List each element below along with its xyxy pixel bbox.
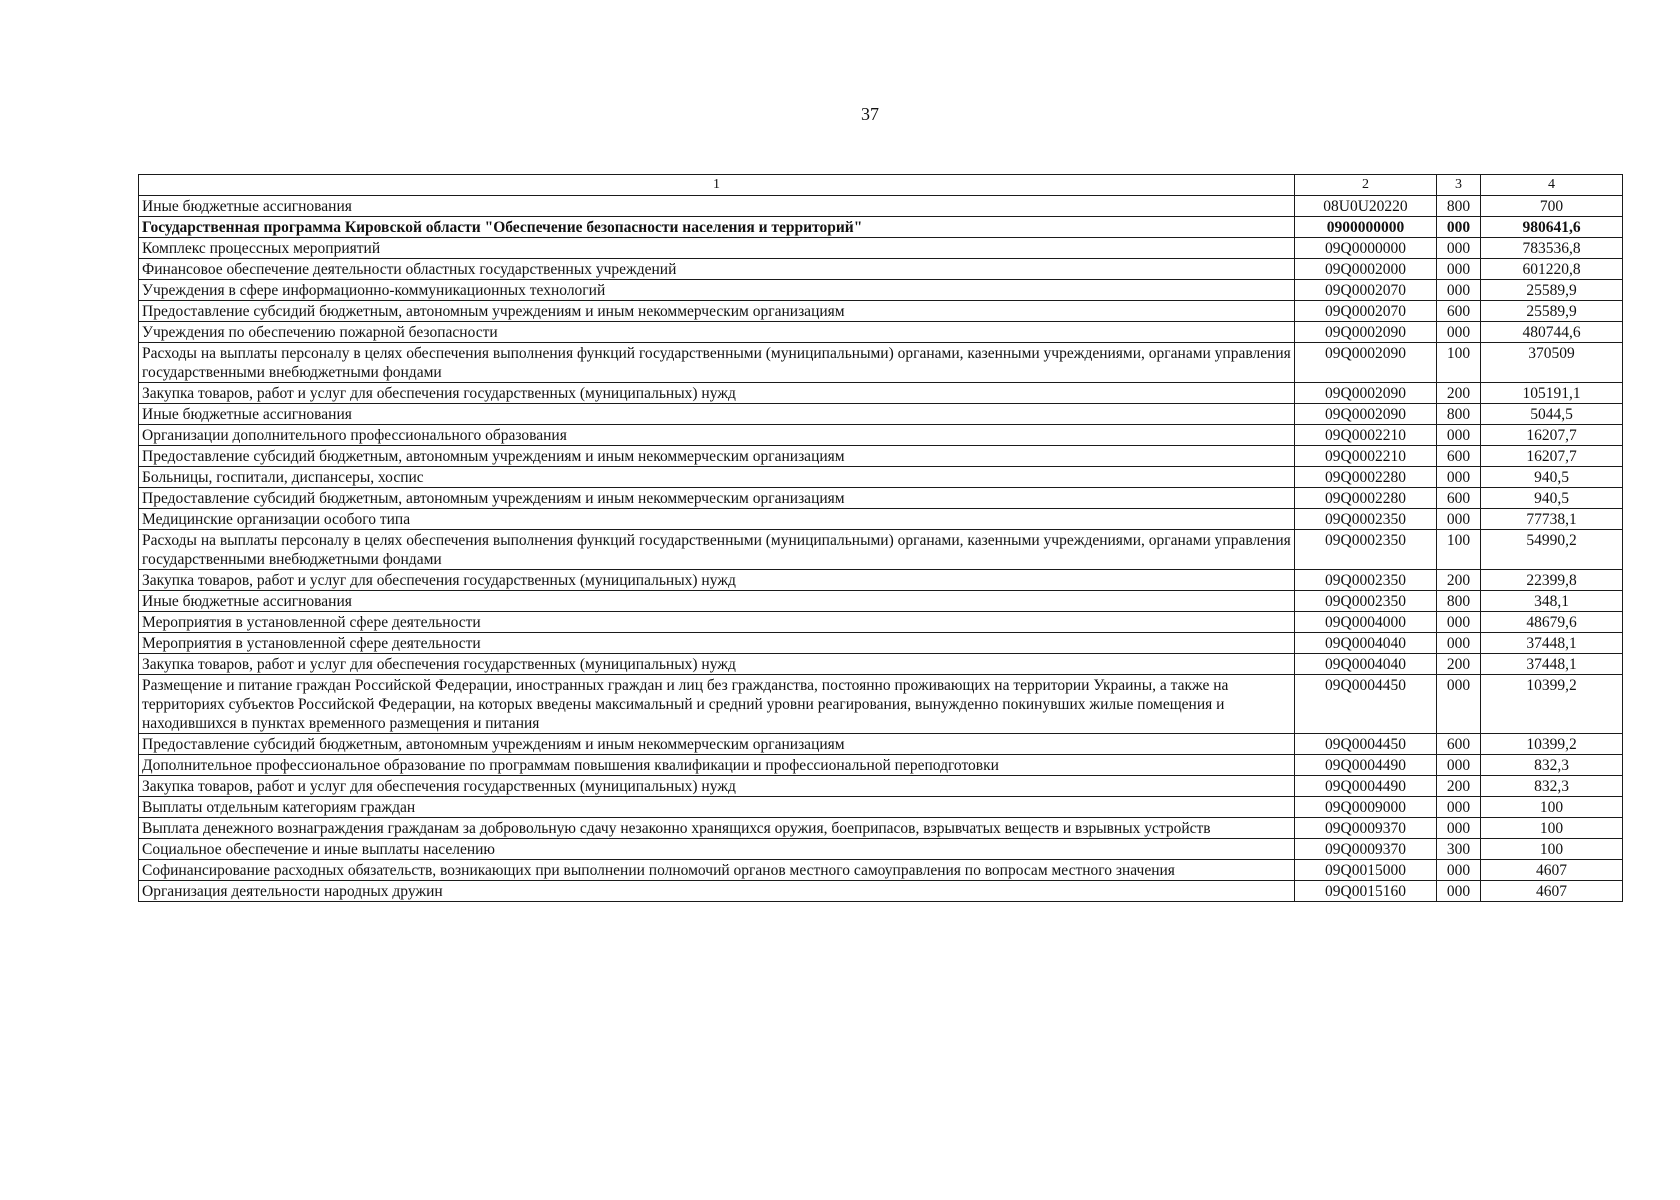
cell-name: Предоставление субсидий бюджетным, автономным учреждениям и иным некоммерческим организациям <box>139 488 1295 509</box>
cell-name: Размещение и питание граждан Российской Федерации, иностранных граждан и лиц без гражданства, постоянно проживающих на территории Украины, а также на территориях субъектов Российской Федерации, на которых введены максимальный и средний уровни реагирования, вынужденно покинувших жилые помещения и находившихся в пунктах временного размещения и питания <box>139 675 1295 734</box>
cell-sum: 25589,9 <box>1481 301 1623 322</box>
cell-sum: 832,3 <box>1481 755 1623 776</box>
table-row <box>139 280 1623 301</box>
cell-kind: 000 <box>1437 675 1481 734</box>
cell-sum: 940,5 <box>1481 488 1623 509</box>
table-row <box>139 776 1623 797</box>
cell-kind: 000 <box>1437 818 1481 839</box>
cell-name: Социальное обеспечение и иные выплаты населению <box>139 839 1295 860</box>
table-row <box>139 755 1623 776</box>
cell-code: 09Q0015000 <box>1295 860 1437 881</box>
cell-code: 09Q0002350 <box>1295 530 1437 570</box>
cell-code: 09Q0004000 <box>1295 612 1437 633</box>
cell-kind: 200 <box>1437 776 1481 797</box>
table-row <box>139 343 1623 383</box>
header-cell-sum: 4 <box>1481 175 1623 196</box>
table-row <box>139 612 1623 633</box>
table-row <box>139 591 1623 612</box>
cell-sum: 370509 <box>1481 343 1623 383</box>
table-row <box>139 675 1623 734</box>
cell-name: Предоставление субсидий бюджетным, автономным учреждениям и иным некоммерческим организациям <box>139 734 1295 755</box>
table-row <box>139 217 1623 238</box>
cell-name: Организация деятельности народных дружин <box>139 881 1295 902</box>
cell-name: Организации дополнительного профессионального образования <box>139 425 1295 446</box>
cell-code: 09Q0002350 <box>1295 591 1437 612</box>
cell-kind: 600 <box>1437 301 1481 322</box>
table-row <box>139 425 1623 446</box>
cell-sum: 77738,1 <box>1481 509 1623 530</box>
cell-code: 09Q0002280 <box>1295 488 1437 509</box>
cell-name: Закупка товаров, работ и услуг для обеспечения государственных (муниципальных) нужд <box>139 570 1295 591</box>
cell-kind: 300 <box>1437 839 1481 860</box>
cell-code: 09Q0004490 <box>1295 776 1437 797</box>
cell-code: 09Q0002280 <box>1295 467 1437 488</box>
cell-sum: 5044,5 <box>1481 404 1623 425</box>
table-row <box>139 196 1623 217</box>
cell-name: Финансовое обеспечение деятельности областных государственных учреждений <box>139 259 1295 280</box>
table-row <box>139 797 1623 818</box>
cell-name: Расходы на выплаты персоналу в целях обеспечения выполнения функций государственными (муниципальными) органами, казенными учреждениями, органами управления государственными внебюджетными фондами <box>139 530 1295 570</box>
cell-name: Больницы, госпитали, диспансеры, хоспис <box>139 467 1295 488</box>
cell-kind: 000 <box>1437 467 1481 488</box>
table-row <box>139 818 1623 839</box>
table-row <box>139 404 1623 425</box>
table-row <box>139 446 1623 467</box>
cell-sum: 10399,2 <box>1481 675 1623 734</box>
cell-name: Комплекс процессных мероприятий <box>139 238 1295 259</box>
cell-kind: 000 <box>1437 509 1481 530</box>
cell-name: Учреждения по обеспечению пожарной безопасности <box>139 322 1295 343</box>
cell-code: 09Q0015160 <box>1295 881 1437 902</box>
cell-kind: 000 <box>1437 217 1481 238</box>
cell-sum: 16207,7 <box>1481 425 1623 446</box>
cell-kind: 600 <box>1437 446 1481 467</box>
table-header-row <box>139 175 1623 196</box>
cell-kind: 000 <box>1437 797 1481 818</box>
cell-code: 0900000000 <box>1295 217 1437 238</box>
cell-sum: 940,5 <box>1481 467 1623 488</box>
header-cell-code: 2 <box>1295 175 1437 196</box>
cell-sum: 4607 <box>1481 881 1623 902</box>
cell-name: Государственная программа Кировской области "Обеспечение безопасности населения и территорий" <box>139 217 1295 238</box>
cell-sum: 105191,1 <box>1481 383 1623 404</box>
cell-kind: 800 <box>1437 591 1481 612</box>
cell-code: 09Q0004490 <box>1295 755 1437 776</box>
cell-sum: 100 <box>1481 839 1623 860</box>
cell-name: Предоставление субсидий бюджетным, автономным учреждениям и иным некоммерческим организациям <box>139 446 1295 467</box>
cell-kind: 600 <box>1437 734 1481 755</box>
cell-code: 09Q0002090 <box>1295 322 1437 343</box>
cell-code: 09Q0002090 <box>1295 343 1437 383</box>
cell-kind: 200 <box>1437 654 1481 675</box>
table-row <box>139 238 1623 259</box>
table-row <box>139 509 1623 530</box>
cell-code: 09Q0002070 <box>1295 301 1437 322</box>
cell-name: Медицинские организации особого типа <box>139 509 1295 530</box>
cell-name: Мероприятия в установленной сфере деятельности <box>139 612 1295 633</box>
cell-kind: 000 <box>1437 259 1481 280</box>
cell-sum: 4607 <box>1481 860 1623 881</box>
table-row <box>139 839 1623 860</box>
cell-name: Иные бюджетные ассигнования <box>139 404 1295 425</box>
cell-code: 09Q0004040 <box>1295 654 1437 675</box>
cell-sum: 37448,1 <box>1481 633 1623 654</box>
cell-code: 09Q0002000 <box>1295 259 1437 280</box>
page-number: 37 <box>861 104 879 124</box>
cell-sum: 783536,8 <box>1481 238 1623 259</box>
table-row <box>139 467 1623 488</box>
header-cell-name: 1 <box>139 175 1295 196</box>
table-row <box>139 259 1623 280</box>
cell-kind: 000 <box>1437 881 1481 902</box>
budget-table <box>138 174 1623 902</box>
cell-name: Расходы на выплаты персоналу в целях обеспечения выполнения функций государственными (муниципальными) органами, казенными учреждениями, органами управления государственными внебюджетными фондами <box>139 343 1295 383</box>
cell-sum: 348,1 <box>1481 591 1623 612</box>
cell-code: 09Q0009370 <box>1295 839 1437 860</box>
cell-kind: 000 <box>1437 425 1481 446</box>
cell-name: Закупка товаров, работ и услуг для обеспечения государственных (муниципальных) нужд <box>139 383 1295 404</box>
cell-name: Выплаты отдельным категориям граждан <box>139 797 1295 818</box>
table-row <box>139 860 1623 881</box>
cell-kind: 100 <box>1437 343 1481 383</box>
cell-name: Закупка товаров, работ и услуг для обеспечения государственных (муниципальных) нужд <box>139 776 1295 797</box>
table-row <box>139 654 1623 675</box>
cell-kind: 000 <box>1437 755 1481 776</box>
cell-code: 09Q0004450 <box>1295 675 1437 734</box>
cell-code: 09Q0002090 <box>1295 404 1437 425</box>
cell-sum: 700 <box>1481 196 1623 217</box>
cell-code: 09Q0002210 <box>1295 446 1437 467</box>
cell-code: 08U0U20220 <box>1295 196 1437 217</box>
table-row <box>139 322 1623 343</box>
cell-code: 09Q0009000 <box>1295 797 1437 818</box>
cell-sum: 601220,8 <box>1481 259 1623 280</box>
cell-code: 09Q0009370 <box>1295 818 1437 839</box>
cell-kind: 800 <box>1437 196 1481 217</box>
cell-sum: 980641,6 <box>1481 217 1623 238</box>
table-body <box>139 196 1623 902</box>
cell-sum: 480744,6 <box>1481 322 1623 343</box>
cell-kind: 800 <box>1437 404 1481 425</box>
table-row <box>139 570 1623 591</box>
cell-name: Учреждения в сфере информационно-коммуникационных технологий <box>139 280 1295 301</box>
cell-name: Иные бюджетные ассигнования <box>139 591 1295 612</box>
cell-code: 09Q0002070 <box>1295 280 1437 301</box>
cell-name: Мероприятия в установленной сфере деятельности <box>139 633 1295 654</box>
table-row <box>139 488 1623 509</box>
cell-code: 09Q0002090 <box>1295 383 1437 404</box>
header-cell-kind: 3 <box>1437 175 1481 196</box>
cell-sum: 100 <box>1481 797 1623 818</box>
cell-sum: 10399,2 <box>1481 734 1623 755</box>
cell-code: 09Q0004040 <box>1295 633 1437 654</box>
table-row <box>139 383 1623 404</box>
cell-sum: 48679,6 <box>1481 612 1623 633</box>
cell-sum: 37448,1 <box>1481 654 1623 675</box>
table-row <box>139 530 1623 570</box>
cell-kind: 000 <box>1437 322 1481 343</box>
table-row <box>139 633 1623 654</box>
cell-name: Дополнительное профессиональное образование по программам повышения квалификации и профессиональной переподготовки <box>139 755 1295 776</box>
cell-name: Выплата денежного вознаграждения гражданам за добровольную сдачу незаконно хранящихся оружия, боеприпасов, взрывчатых веществ и взрывных устройств <box>139 818 1295 839</box>
table-row <box>139 301 1623 322</box>
cell-code: 09Q0002350 <box>1295 570 1437 591</box>
cell-sum: 16207,7 <box>1481 446 1623 467</box>
cell-code: 09Q0002350 <box>1295 509 1437 530</box>
cell-kind: 200 <box>1437 383 1481 404</box>
cell-kind: 600 <box>1437 488 1481 509</box>
cell-kind: 100 <box>1437 530 1481 570</box>
cell-name: Предоставление субсидий бюджетным, автономным учреждениям и иным некоммерческим организациям <box>139 301 1295 322</box>
cell-kind: 000 <box>1437 860 1481 881</box>
cell-name: Иные бюджетные ассигнования <box>139 196 1295 217</box>
cell-kind: 000 <box>1437 280 1481 301</box>
cell-kind: 000 <box>1437 633 1481 654</box>
cell-code: 09Q0004450 <box>1295 734 1437 755</box>
table-row <box>139 881 1623 902</box>
cell-sum: 100 <box>1481 818 1623 839</box>
cell-kind: 200 <box>1437 570 1481 591</box>
cell-sum: 832,3 <box>1481 776 1623 797</box>
cell-sum: 22399,8 <box>1481 570 1623 591</box>
cell-code: 09Q0000000 <box>1295 238 1437 259</box>
cell-kind: 000 <box>1437 238 1481 259</box>
cell-sum: 54990,2 <box>1481 530 1623 570</box>
cell-name: Софинансирование расходных обязательств, возникающих при выполнении полномочий органов местного самоуправления по вопросам местного значения <box>139 860 1295 881</box>
cell-code: 09Q0002210 <box>1295 425 1437 446</box>
cell-name: Закупка товаров, работ и услуг для обеспечения государственных (муниципальных) нужд <box>139 654 1295 675</box>
table-row <box>139 734 1623 755</box>
cell-sum: 25589,9 <box>1481 280 1623 301</box>
cell-kind: 000 <box>1437 612 1481 633</box>
